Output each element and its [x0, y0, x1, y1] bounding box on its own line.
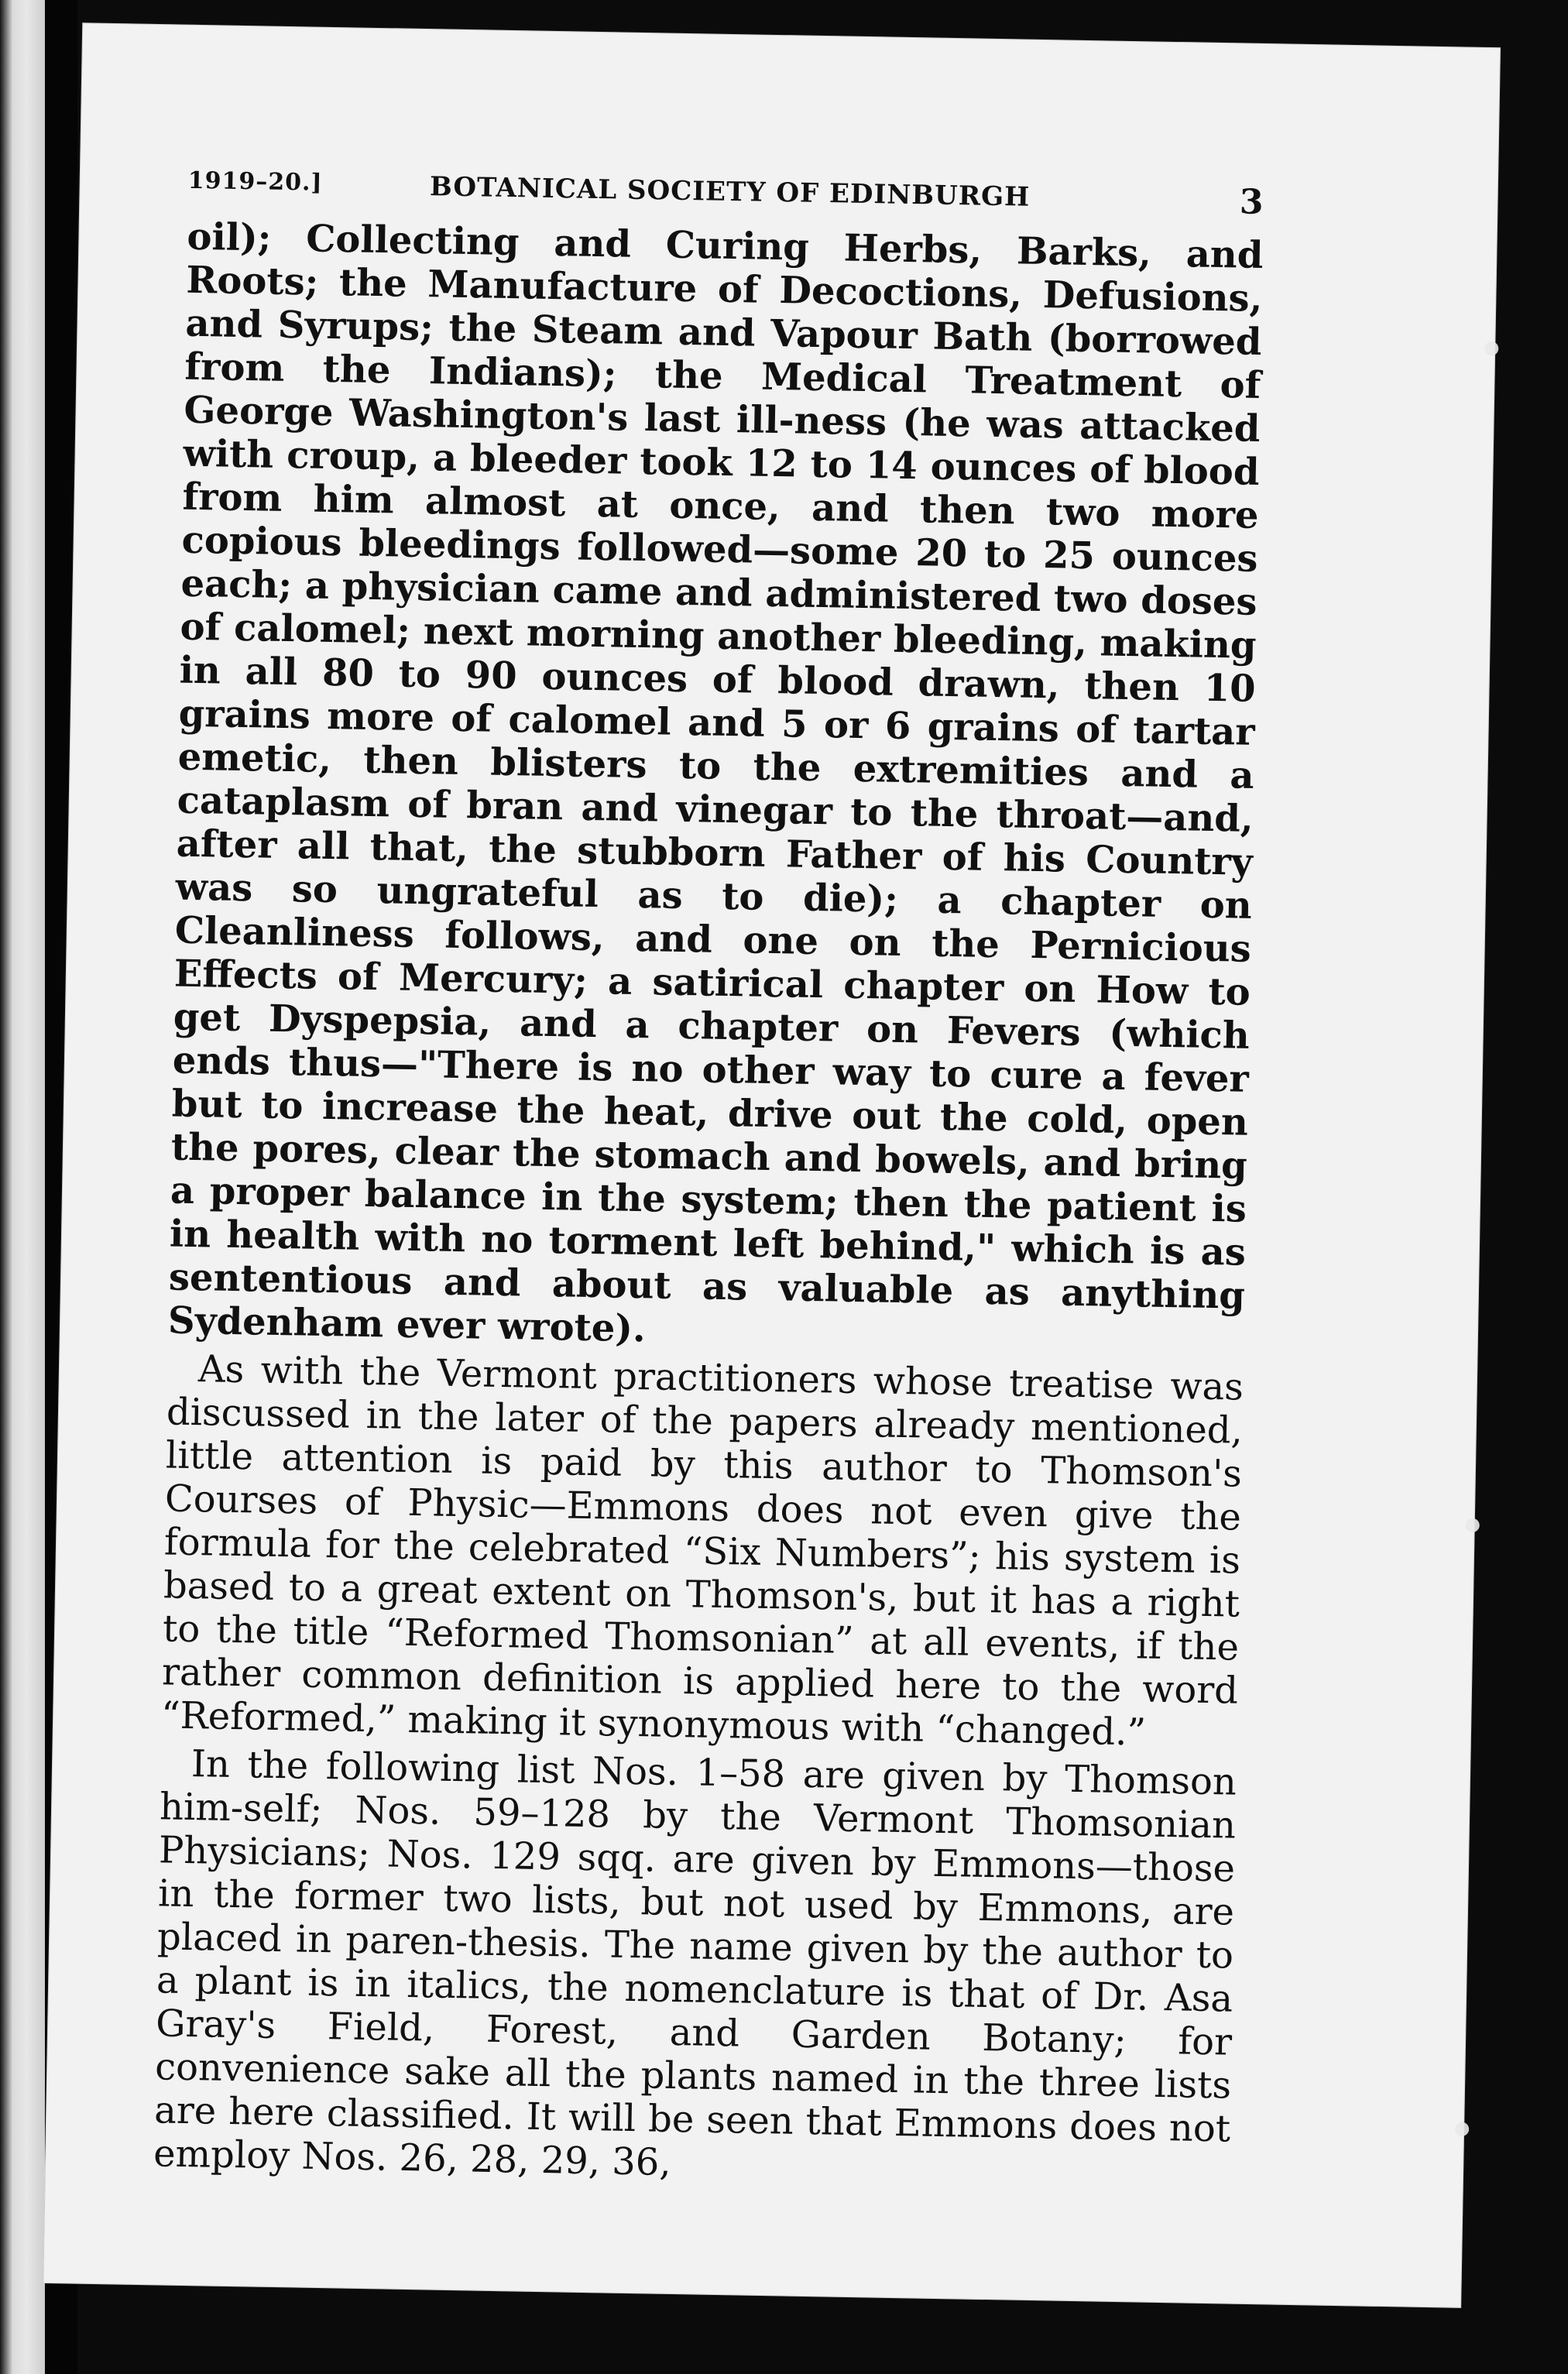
page-number: 3: [1239, 182, 1264, 222]
left-page-edge: [0, 0, 45, 2374]
paragraph-3: In the following list Nos. 1–58 are given by Thomson him-self; Nos. 59–128 by the Vermont Thomsonian Physicians; Nos. 129 sqq. are given by Emmons—those in the former two lists, but not used by Emmons, are placed in paren-thesis. The name given by the author to a plant is in italics, the nomenclature is that of Dr. Asa Gray's Field, Forest, and Garden Botany; for convenience sake all the plants named in the three lists are here classified. It will be seen that Emmons does not employ Nos. 26, 28, 29, 36,: [153, 1742, 1237, 2184]
page-content: [153, 156, 1264, 2194]
running-head-year: 1919–20.]: [187, 166, 323, 197]
paragraph-2: As with the Vermont practitioners whose treatise was discussed in the later of the papers already mentioned, little attention is paid by this author to Thomson's Courses of Physic—Emmons does not even give the formula for the celebrated “Six Numbers”; his system is based to a great extent on Thomson's, but it has a right to the title “Reformed Thomsonian” at all events, if the rather common definition is applied here to the word “Reformed,” making it synonymous with “changed.”: [160, 1347, 1244, 1755]
running-head-title: BOTANICAL SOCIETY OF EDINBURGH: [429, 171, 1031, 213]
body-text: [153, 215, 1264, 2194]
book-page: [43, 22, 1501, 2308]
page-edge-speck: [1455, 2122, 1469, 2136]
page-edge-speck: [1484, 341, 1498, 355]
page-edge-speck: [1466, 1518, 1480, 1532]
paragraph-1: oil); Collecting and Curing Herbs, Barks, and Roots; the Manufacture of Decoctions, Defusions, and Syrups; the Steam and Vapour Bath (borrowed from the Indians); the Medical Treatment of George Washington's last ill-ness (he was attacked with croup, a bleeder took 12 to 14 ounces of blood from him almost at once, and then two more copious bleedings followed—some 20 to 25 ounces each; a physician came and administered two doses of calomel; next morning another bleeding, making in all 80 to 90 ounces of blood drawn, then 10 grains more of calomel and 5 or 6 grains of tartar emetic, then blisters to the extremities and a cataplasm of bran and vinegar to the throat—and, after all that, the stubborn Father of his Country was so ungrateful as to die); a chapter on Cleanliness follows, and one on the Pernicious Effects of Mercury; a satirical chapter on How to get Dyspepsia, and a chapter on Fevers (which ends thus—"There is no other way to cure a fever but to increase the heat, drive out the cold, open the pores, clear the stomach and bowels, and bring a proper balance in the system; then the patient is in health with no torment left behind," which is as sententious and about as valuable as anything Sydenham ever wrote).: [167, 214, 1264, 1351]
